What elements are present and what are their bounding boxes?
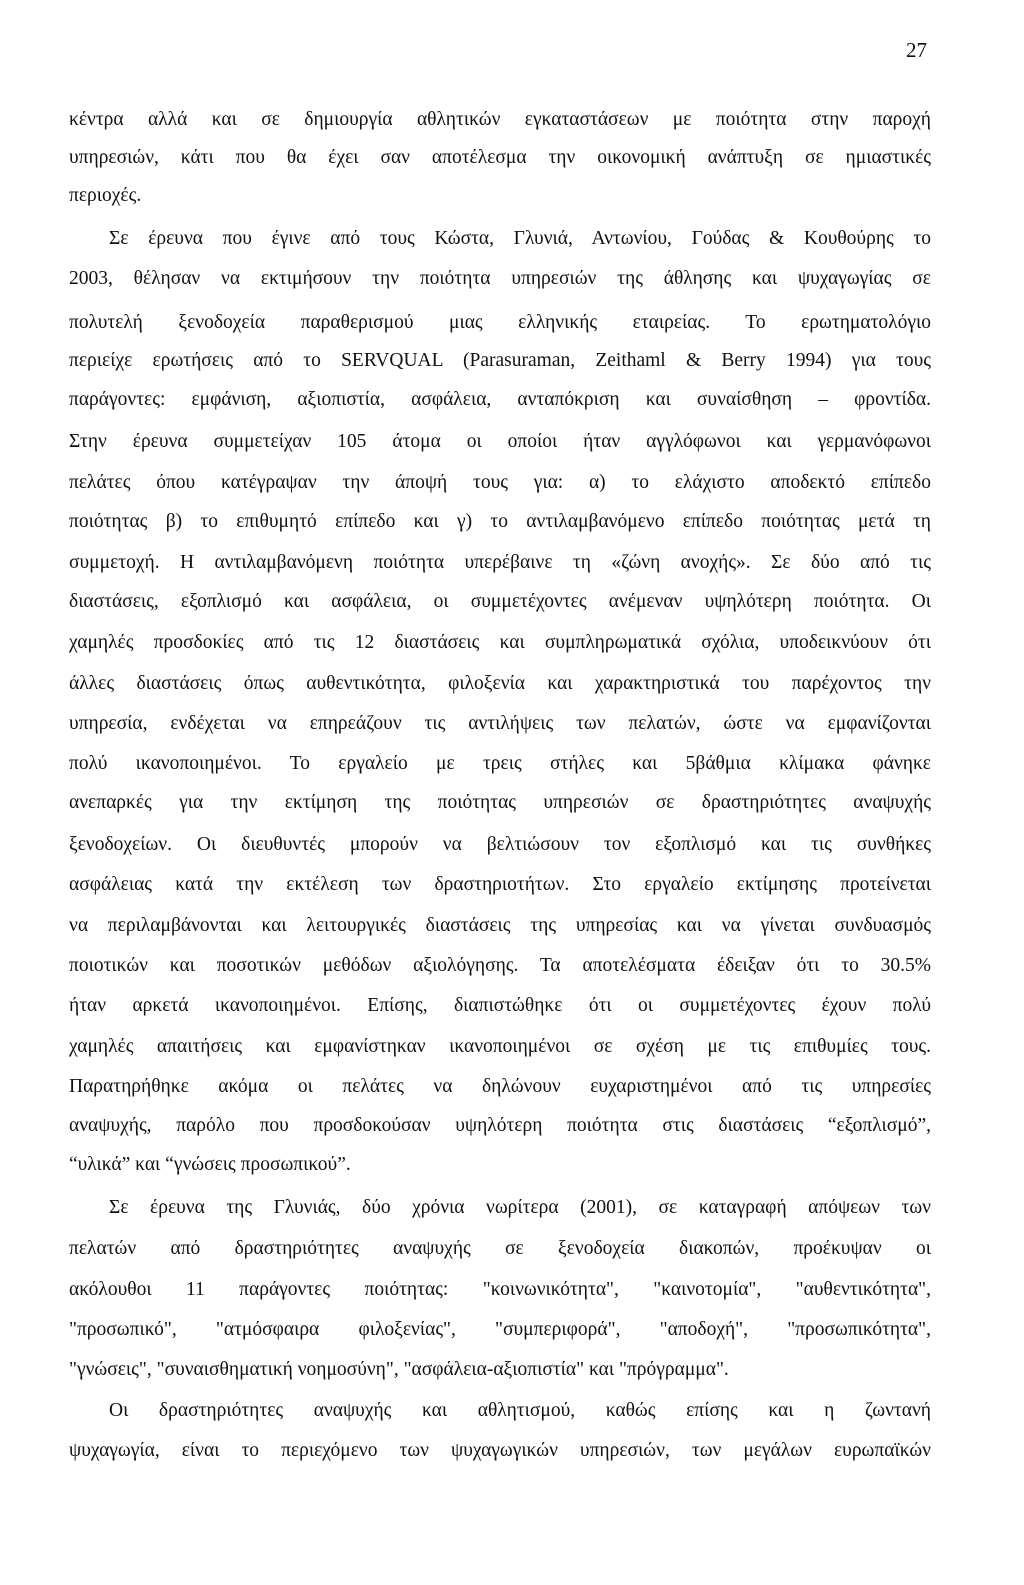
text-line: Παρατηρήθηκε ακόμα οι πελάτες να δηλώνουν ευχαριστημένοι από τις υπηρεσίες [69,1076,931,1097]
text-line: ασφάλειας κατά την εκτέλεση των δραστηριοτήτων. Στο εργαλείο εκτίμησης προτείνεται [69,874,931,895]
text-line: άλλες διαστάσεις όπως αυθεντικότητα, φιλοξενία και χαρακτηριστικά του παρέχοντος την [69,673,931,694]
text-line: συμμετοχή. Η αντιλαμβανόμενη ποιότητα υπερέβαινε τη «ζώνη ανοχής». Σε δύο από τις [69,552,931,573]
text-line: ψυχαγωγία, είναι το περιεχόμενο των ψυχαγωγικών υπηρεσιών, των μεγάλων ευρωπαϊκών [69,1440,931,1461]
text-line: περιοχές. [69,185,142,206]
text-line: αναψυχής, παρόλο που προσδοκούσαν υψηλότερη ποιότητα στις διαστάσεις “εξοπλισμό”, [69,1115,931,1136]
text-line: χαμηλές προσδοκίες από τις 12 διαστάσεις και συμπληρωματικά σχόλια, υποδεικνύουν ότι [69,632,931,653]
text-line: Σε έρευνα της Γλυνιάς, δύο χρόνια νωρίτερα (2001), σε καταγραφή απόψεων των [109,1197,931,1218]
text-line: υπηρεσιών, κάτι που θα έχει σαν αποτέλεσμα την οικονομική ανάπτυξη σε ημιαστικές [69,147,931,168]
text-line: πολυτελή ξενοδοχεία παραθερισμού μιας ελληνικής εταιρείας. Το ερωτηματολόγιο [69,312,931,333]
text-line: πολύ ικανοποιημένοι. Το εργαλείο με τρεις στήλες και 5βάθμια κλίμακα φάνηκε [69,753,931,774]
text-line: Στην έρευνα συμμετείχαν 105 άτομα οι οποίοι ήταν αγγλόφωνοι και γερμανόφωνοι [69,431,931,452]
text-line: υπηρεσία, ενδέχεται να επηρεάζουν τις αντιλήψεις των πελατών, ώστε να εμφανίζονται [69,713,931,734]
text-line: “υλικά” και “γνώσεις προσωπικού”. [69,1154,351,1175]
text-line: χαμηλές απαιτήσεις και εμφανίστηκαν ικανοποιημένοι σε σχέση με τις επιθυμίες τους. [69,1036,931,1057]
text-line: παράγοντες: εμφάνιση, αξιοπιστία, ασφάλεια, ανταπόκριση και συναίσθηση – φροντίδα. [69,389,931,410]
text-line: να περιλαμβάνονται και λειτουργικές διαστάσεις της υπηρεσίας και να γίνεται συνδυασμός [69,915,931,936]
page-number: 27 [906,38,927,62]
text-line: ποιοτικών και ποσοτικών μεθόδων αξιολόγησης. Τα αποτελέσματα έδειξαν ότι το 30.5% [69,955,931,976]
text-line: πελάτες όπου κατέγραψαν την άποψή τους για: α) το ελάχιστο αποδεκτό επίπεδο [69,472,931,493]
text-line: πελατών από δραστηριότητες αναψυχής σε ξενοδοχεία διακοπών, προέκυψαν οι [69,1238,931,1259]
text-line: διαστάσεις, εξοπλισμό και ασφάλεια, οι συμμετέχοντες ανέμεναν υψηλότερη ποιότητα. Οι [69,591,931,612]
text-line: ήταν αρκετά ικανοποιημένοι. Επίσης, διαπιστώθηκε ότι οι συμμετέχοντες έχουν πολύ [69,995,931,1016]
text-line: κέντρα αλλά και σε δημιουργία αθλητικών εγκαταστάσεων με ποιότητα στην παροχή [69,109,931,130]
text-line: περιείχε ερωτήσεις από το SERVQUAL (Parasuraman, Zeithaml & Berry 1994) για τους [69,350,931,371]
text-line: "γνώσεις", "συναισθηματική νοημοσύνη", "ασφάλεια-αξιοπιστία" και "πρόγραμμα". [69,1359,729,1380]
text-line: ανεπαρκές για την εκτίμηση της ποιότητας υπηρεσιών σε δραστηριότητες αναψυχής [69,792,931,813]
text-line: Σε έρευνα που έγινε από τους Κώστα, Γλυνιά, Αντωνίου, Γούδας & Κουθούρης το [109,228,931,249]
text-line: 2003, θέλησαν να εκτιμήσουν την ποιότητα υπηρεσιών της άθλησης και ψυχαγωγίας σε [69,268,931,289]
text-line: "προσωπικό", "ατμόσφαιρα φιλοξενίας", "συμπεριφορά", "αποδοχή", "προσωπικότητα", [69,1319,931,1340]
text-line: ποιότητας β) το επιθυμητό επίπεδο και γ) το αντιλαμβανόμενο επίπεδο ποιότητας μετά τη [69,511,931,532]
text-line: ακόλουθοι 11 παράγοντες ποιότητας: "κοινωνικότητα", "καινοτομία", "αυθεντικότητα", [69,1279,931,1300]
text-line: ξενοδοχείων. Οι διευθυντές μπορούν να βελτιώσουν τον εξοπλισμό και τις συνθήκες [69,834,931,855]
text-line: Οι δραστηριότητες αναψυχής και αθλητισμού, καθώς επίσης και η ζωντανή [109,1400,931,1421]
